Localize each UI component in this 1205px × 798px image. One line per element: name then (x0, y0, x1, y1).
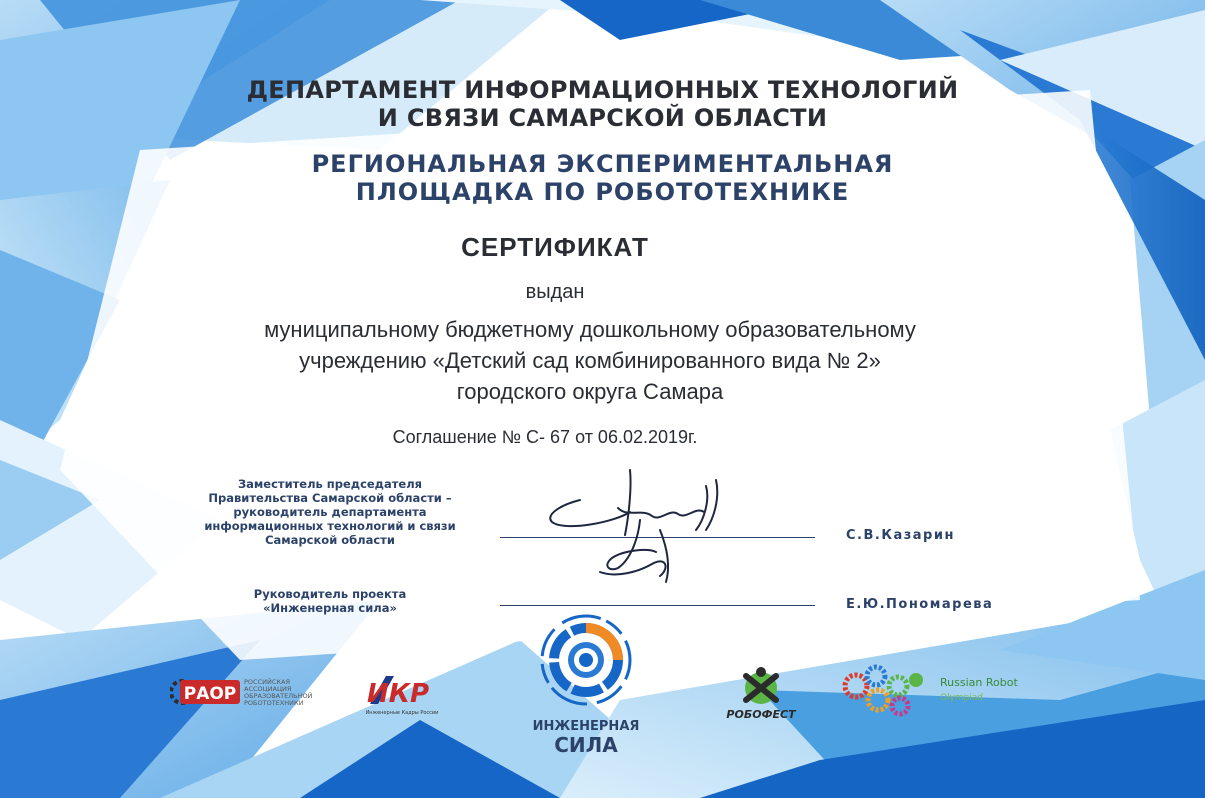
signatory-2-name: Е.Ю.Пономарева (846, 597, 994, 612)
signatory-1-role-line: Заместитель председателя (237, 477, 423, 491)
raor-logo-text: ОБРАЗОВАТЕЛЬНОЙ (244, 692, 313, 700)
handwritten-signature (520, 460, 750, 600)
department-line-2: И СВЯЗИ САМАРСКОЙ ОБЛАСТИ (377, 104, 828, 132)
signatory-1-role-line: руководитель департамента (233, 505, 427, 519)
raor-logo-text: АССОЦИАЦИЯ (244, 685, 292, 693)
signature-line-2 (500, 605, 815, 606)
certificate-title: СЕРТИФИКАТ (461, 232, 649, 262)
engineering-force-logo (520, 612, 660, 760)
robofest-label: РОБОФЕСТ (726, 708, 796, 721)
recipient-line-3: городского округа Самара (456, 379, 724, 404)
recipient-line-2: учреждению «Детский сад комбинированного вида № 2» (299, 348, 881, 373)
ikr-logo-mark: ИКР (366, 679, 430, 709)
ikr-logo (364, 668, 454, 718)
department-line-1: ДЕПАРТАМЕНТ ИНФОРМАЦИОННЫХ ТЕХНОЛОГИЙ (246, 76, 959, 104)
platform-line-2: ПЛОЩАДКА ПО РОБОТОТЕХНИКЕ (355, 178, 850, 206)
signatory-2-role (200, 587, 460, 615)
signatory-1-name: С.В.Казарин (846, 528, 955, 543)
ikr-logo-caption: Инженерные Кадры России (365, 710, 439, 716)
platform-line-1: РЕГИОНАЛЬНАЯ ЭКСПЕРИМЕНТАЛЬНАЯ (311, 150, 894, 178)
russian-robot-line-2: Olympiad (940, 693, 984, 703)
raor-logo-mark: РАОР (183, 684, 237, 704)
robofest-logo (716, 664, 806, 724)
raor-logo-text: РОССИЙСКАЯ (244, 678, 290, 686)
raor-logo-text: РОБОТОТЕХНИКИ (244, 699, 304, 707)
department-heading (0, 76, 1205, 132)
signatory-1-role-line: Правительства Самарской области – (208, 491, 452, 505)
agreement-line: Соглашение № С- 67 от 06.02.2019г. (392, 427, 698, 447)
signatory-2-role-line: «Инженерная сила» (263, 601, 397, 615)
recipient-line-1: муниципальному бюджетному дошкольному образовательному (264, 317, 916, 342)
signatory-1-role (160, 477, 500, 547)
platform-heading (0, 150, 1205, 206)
russian-robot-olympiad-logo (836, 660, 1036, 724)
recipient-block (0, 314, 1180, 407)
engineering-force-line-2: СИЛА (554, 733, 618, 757)
issued-label: выдан (525, 281, 585, 303)
raor-logo (170, 674, 330, 710)
engineering-force-line-1: ИНЖЕНЕРНАЯ (532, 719, 640, 734)
signatory-1-role-line: информационных технологий и связи (204, 519, 456, 533)
russian-robot-line-1: Russian Robot (940, 676, 1018, 689)
signatory-2-role-line: Руководитель проекта (253, 587, 407, 601)
signatory-1-role-line: Самарской области (265, 533, 395, 547)
